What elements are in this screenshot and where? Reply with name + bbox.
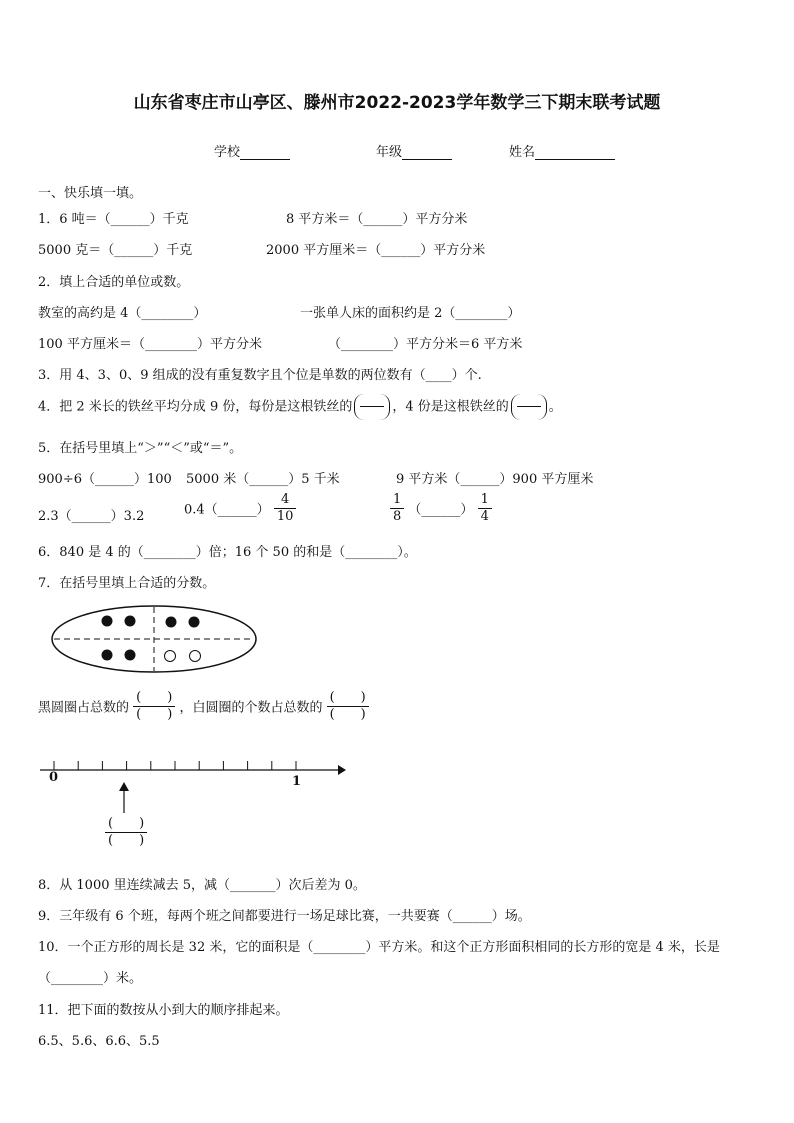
school-field[interactable] [214, 141, 290, 160]
black-circle [102, 616, 113, 627]
q9: 9．三年级有 6 个班，每两个班之间都要进行一场足球比赛，一共要赛（______）场。 [38, 909, 531, 924]
name-label: 姓名 [509, 145, 536, 160]
nl-label-1: 1 [292, 774, 302, 789]
section-heading: 一、快乐填一填。 [38, 186, 143, 201]
q4-b: ，4 份是这根铁丝的 [392, 399, 509, 415]
denominator: 8 [393, 508, 402, 524]
q8: 8．从 1000 里连续减去 5，减（_______）次后差为 0。 [38, 878, 366, 893]
fraction-blank[interactable] [105, 816, 147, 848]
denominator: 10 [276, 508, 294, 524]
numerator: ( ) [327, 690, 369, 707]
fraction-blank[interactable] [354, 394, 390, 420]
white-text: ，白圆圈的个数占总数的 [179, 700, 323, 716]
nl-label-0: 0 [49, 770, 59, 785]
number-line [38, 758, 348, 788]
denominator: 4 [480, 508, 489, 524]
grade-label: 年级 [376, 145, 403, 160]
q6: 6．840 是 4 的（________）倍；16 个 50 的和是（________）。 [38, 545, 417, 560]
ticks [54, 761, 296, 770]
q10-a: 10．一个正方形的周长是 32 米，它的面积是（________）平方米。和这个正方形面积相同的长方形的宽是 4 米，长是 [38, 940, 720, 955]
q5-f [390, 492, 492, 524]
fraction-blank[interactable] [511, 394, 547, 420]
black-circle [125, 616, 136, 627]
q5-c: 9 平方米（______）900 平方厘米 [396, 472, 594, 487]
denominator: ( ) [329, 706, 366, 722]
q4 [38, 394, 562, 420]
q2-d: （________）平方分米＝6 平方米 [328, 337, 523, 352]
q11-stem: 11．把下面的数按从小到大的顺序排起来。 [38, 1003, 289, 1018]
numerator: 1 [390, 492, 404, 509]
q5-e-text: 0.4（______） [184, 502, 270, 518]
black-circle [125, 650, 136, 661]
q2-stem: 2．填上合适的单位或数。 [38, 275, 190, 290]
q7-stem: 7．在括号里填上合适的分数。 [38, 576, 216, 591]
black-circle [166, 617, 177, 628]
q5-b: 5000 米（______）5 千米 [186, 472, 340, 487]
numerator: 1 [478, 492, 492, 509]
q2-b: 一张单人床的面积约是 2（________） [300, 306, 521, 321]
numerator: ( ) [133, 690, 175, 707]
fraction-blank[interactable] [327, 690, 369, 722]
q7-fractions [38, 690, 369, 722]
fraction [478, 492, 492, 524]
black-text: 黑圆圈占总数的 [38, 700, 130, 716]
name-field[interactable] [509, 141, 615, 160]
q2-c: 100 平方厘米＝（________）平方分米 [38, 337, 262, 352]
denominator: ( ) [136, 706, 173, 722]
fraction [274, 492, 297, 524]
q11-nums: 6.5、5.6、6.6、5.5 [38, 1034, 160, 1049]
q4-end: 。 [548, 399, 562, 415]
school-label: 学校 [214, 145, 241, 160]
q5-f-blank: （______） [408, 502, 474, 518]
arrow-head [338, 765, 346, 775]
up-arrow-icon [117, 781, 131, 815]
denominator: ( ) [108, 832, 145, 848]
white-circle [190, 651, 201, 662]
q5-e [184, 492, 296, 524]
page-title: 山东省枣庄市山亭区、滕州市2022-2023学年数学三下期末联考试题 [133, 93, 661, 113]
q1-c: 5000 克＝（______）千克 [38, 243, 193, 258]
numerator: 4 [274, 492, 297, 509]
q4-a: 4．把 2 米长的铁丝平均分成 9 份，每份是这根铁丝的 [38, 399, 353, 415]
q5-d: 2.3（______）3.2 [38, 509, 145, 524]
q1-b: 8 平方米＝（______）平方分米 [286, 212, 468, 227]
numerator: ( ) [105, 816, 147, 833]
q1-d: 2000 平方厘米＝（______）平方分米 [266, 243, 486, 258]
fraction [390, 492, 404, 524]
grade-field[interactable] [376, 141, 452, 160]
black-circle [102, 650, 113, 661]
circles-diagram [50, 603, 260, 675]
fraction-blank[interactable] [133, 690, 175, 722]
q3: 3．用 4、3、0、9 组成的没有重复数字且个位是单数的两位数有（____）个. [38, 368, 482, 383]
q5-a: 900÷6（______）100 [38, 472, 172, 487]
q10-b: （________）米。 [38, 971, 143, 986]
white-circle [165, 651, 176, 662]
q2-a: 教室的高约是 4（________） [38, 306, 207, 321]
q1-a: 1．6 吨＝（______）千克 [38, 212, 189, 227]
nl-fraction-blank[interactable] [105, 816, 147, 848]
q5-stem: 5．在括号里填上“＞”“＜”或“＝”。 [38, 441, 243, 456]
black-circle [189, 617, 200, 628]
